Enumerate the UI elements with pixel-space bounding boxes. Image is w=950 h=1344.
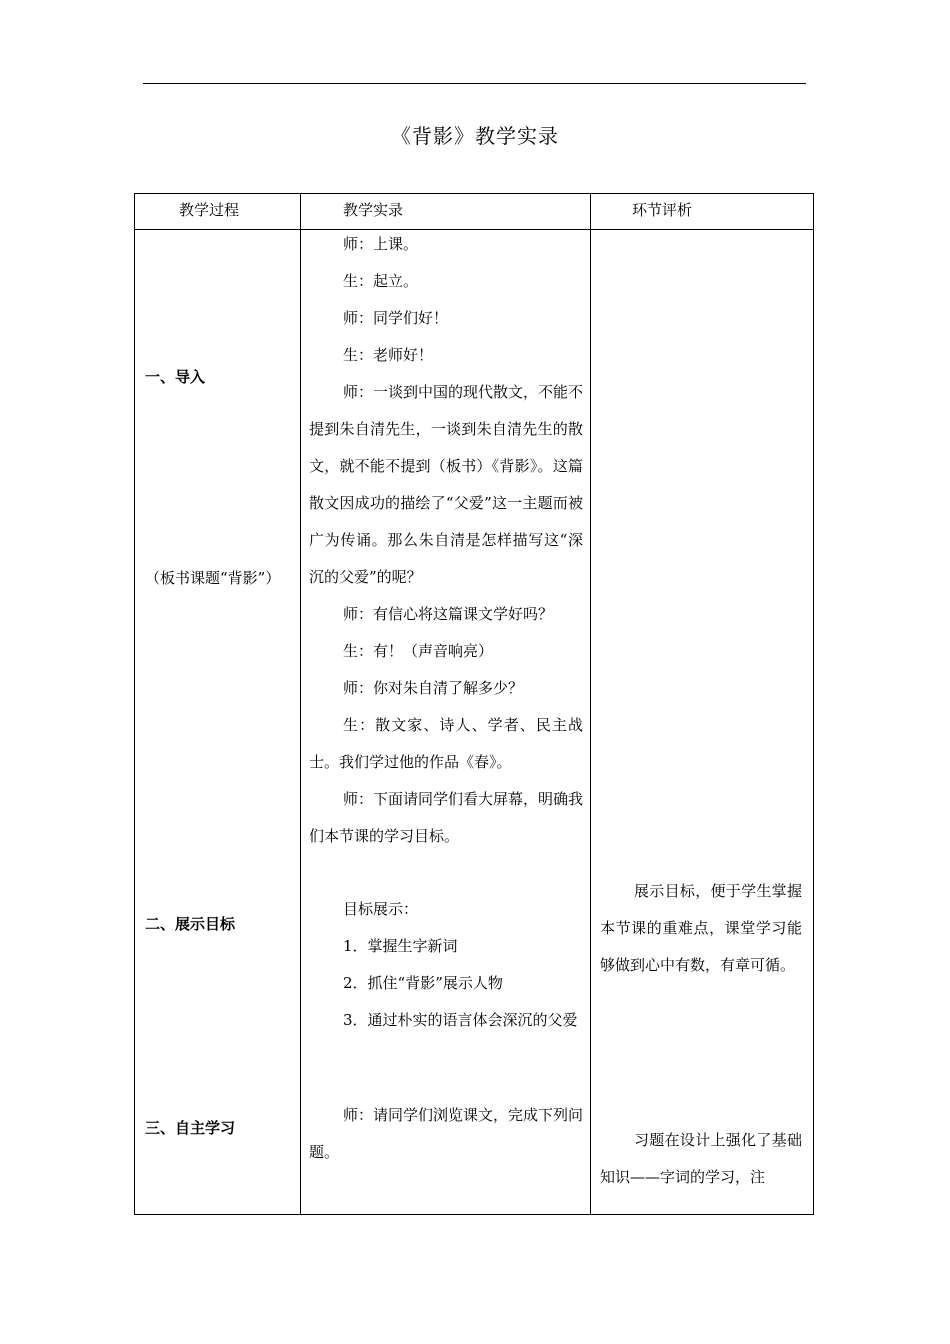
stage-self-study: 三、自主学习 xyxy=(145,1119,236,1137)
dialogue-line: 师：同学们好！ xyxy=(343,309,449,327)
goal-item: 3．通过朴实的语言体会深沉的父爱 xyxy=(343,1011,578,1029)
analysis-text: 习题在设计上强化了基础知识——字词的学习，注 xyxy=(600,1131,802,1186)
dialogue-line: 生：有！（声音响亮） xyxy=(343,642,494,660)
page-title: 《背影》教学实录 xyxy=(391,124,559,148)
dialogue-line: 师：请同学们浏览课文，完成下列问题。 xyxy=(309,1106,584,1161)
stage-note: （板书课题“背影”） xyxy=(145,569,281,587)
analysis-text: 展示目标，便于学生掌握本节课的重难点，课堂学习能够做到心中有数，有章可循。 xyxy=(600,882,802,974)
dialogue-line: 师：一谈到中国的现代散文，不能不提到朱自清先生，一谈到朱自清先生的散文，就不能不提到（板书）《背影》。这篇散文因成功的描绘了“父爱”这一主题而被广为传诵。那么朱自清是怎样描写这“深沉的父爱”的呢？ xyxy=(309,383,584,586)
analysis-goals xyxy=(600,873,802,984)
record-self-study xyxy=(309,1097,583,1171)
stage-goals: 二、展示目标 xyxy=(145,915,236,933)
dialogue-line: 生：散文家、诗人、学者、民主战士。我们学过他的作品《春》。 xyxy=(309,716,583,771)
goal-item: 1．掌握生字新词 xyxy=(343,937,458,955)
dialogue-line: 师：有信心将这篇课文学好吗？ xyxy=(343,605,554,623)
column-divider xyxy=(590,194,591,1214)
goals-title: 目标展示： xyxy=(343,900,419,918)
header-rule xyxy=(143,83,806,84)
goal-item: 2．抓住“背影”展示人物 xyxy=(343,974,503,992)
column-header-process: 教学过程 xyxy=(179,201,240,219)
dialogue-line: 生：起立。 xyxy=(343,272,419,290)
record-intro xyxy=(309,226,583,855)
dialogue-line: 师：上课。 xyxy=(343,235,419,253)
analysis-self-study xyxy=(600,1122,802,1196)
dialogue-line: 生：老师好！ xyxy=(343,346,434,364)
record-goals xyxy=(309,891,583,1039)
column-header-analysis: 环节评析 xyxy=(632,201,693,219)
column-divider xyxy=(300,194,301,1214)
stage-intro: 一、导入 xyxy=(145,368,206,386)
column-header-record: 教学实录 xyxy=(343,201,404,219)
lesson-table xyxy=(134,193,814,1215)
dialogue-line: 师：下面请同学们看大屏幕，明确我们本节课的学习目标。 xyxy=(309,790,584,845)
dialogue-line: 师：你对朱自清了解多少？ xyxy=(343,679,524,697)
